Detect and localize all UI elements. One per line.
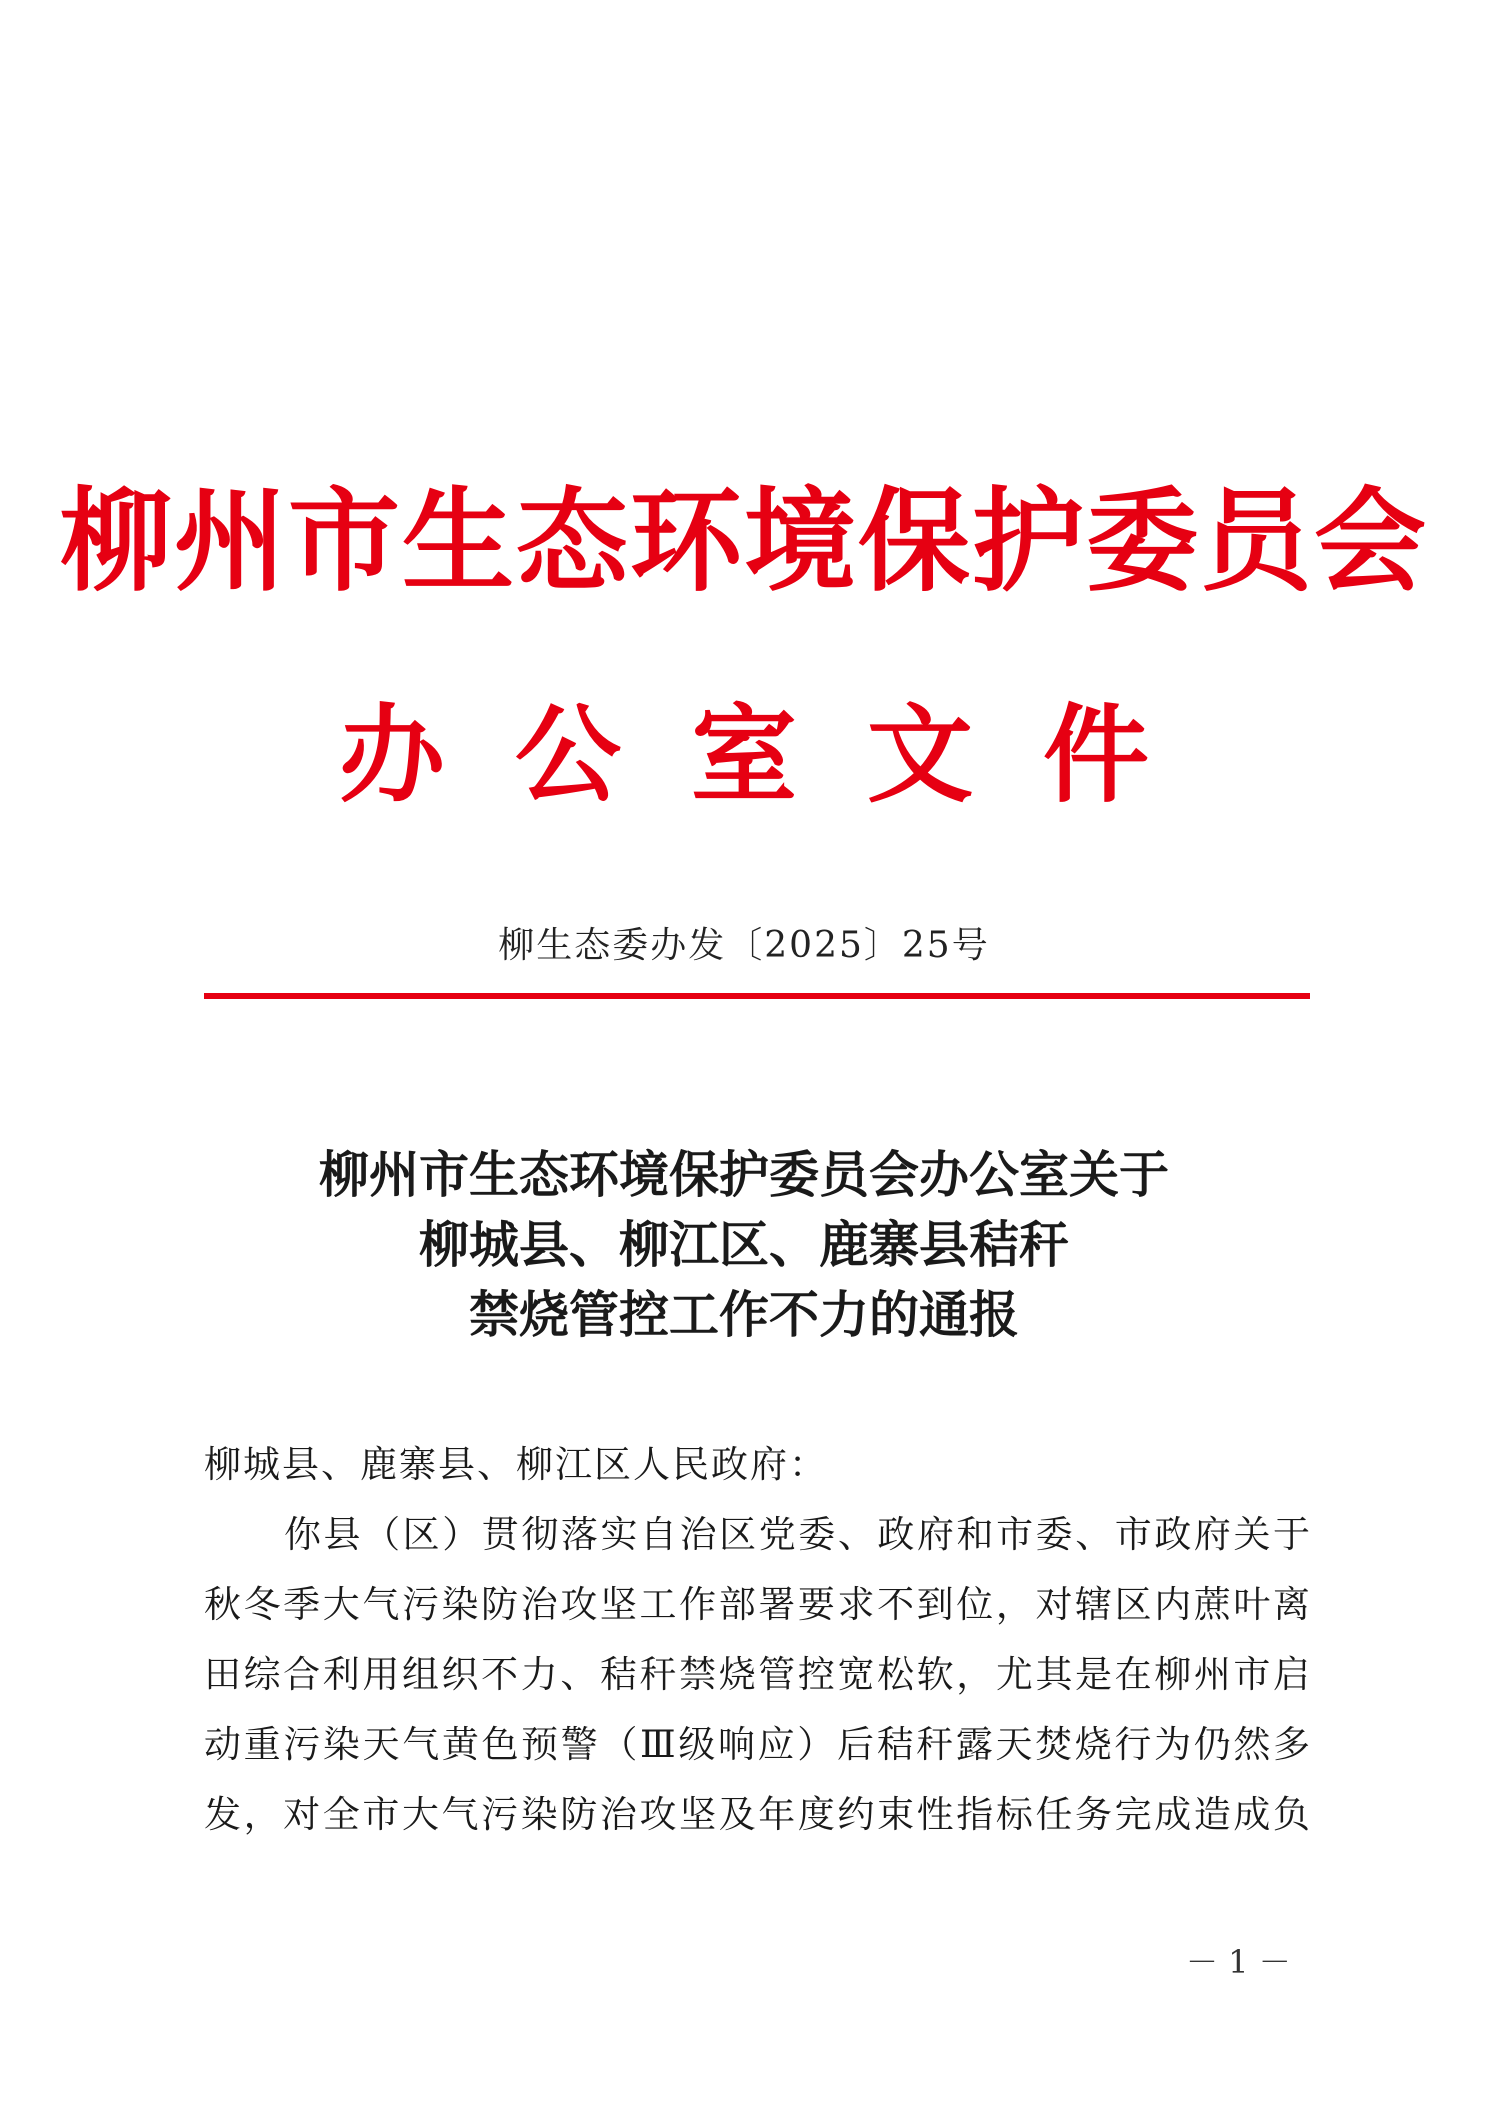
document-title-line: 柳城县、柳江区、鹿寨县秸秆 <box>419 1215 1069 1274</box>
doc-type-title: 办公室文件 <box>339 692 1219 817</box>
org-title: 柳州市生态环境保护委员会 <box>60 476 1428 607</box>
document-number: 柳生态委办发〔2025〕25号 <box>498 925 990 966</box>
body-text-line: 你县（区）贯彻落实自治区党委、政府和市委、市政府关于 <box>284 1513 1310 1556</box>
document-title-line: 柳州市生态环境保护委员会办公室关于 <box>319 1145 1169 1204</box>
addressee: 柳城县、鹿寨县、柳江区人民政府： <box>204 1443 828 1486</box>
document-title <box>0 1140 1488 1350</box>
document-title-line: 禁烧管控工作不力的通报 <box>469 1285 1019 1344</box>
body-text-line: 田综合利用组织不力、秸秆禁烧管控宽松软，尤其是在柳州市启 <box>204 1653 1310 1696</box>
body-text-line: 发，对全市大气污染防治攻坚及年度约束性指标任务完成造成负 <box>204 1793 1310 1836</box>
body-text-line: 秋冬季大气污染防治攻坚工作部署要求不到位，对辖区内蔗叶离 <box>204 1583 1310 1626</box>
page-number: － 1 － <box>1186 1943 1291 1981</box>
red-divider-line <box>204 993 1310 999</box>
body-text-line: 动重污染天气黄色预警（Ⅲ级响应）后秸秆露天焚烧行为仍然多 <box>204 1723 1310 1766</box>
